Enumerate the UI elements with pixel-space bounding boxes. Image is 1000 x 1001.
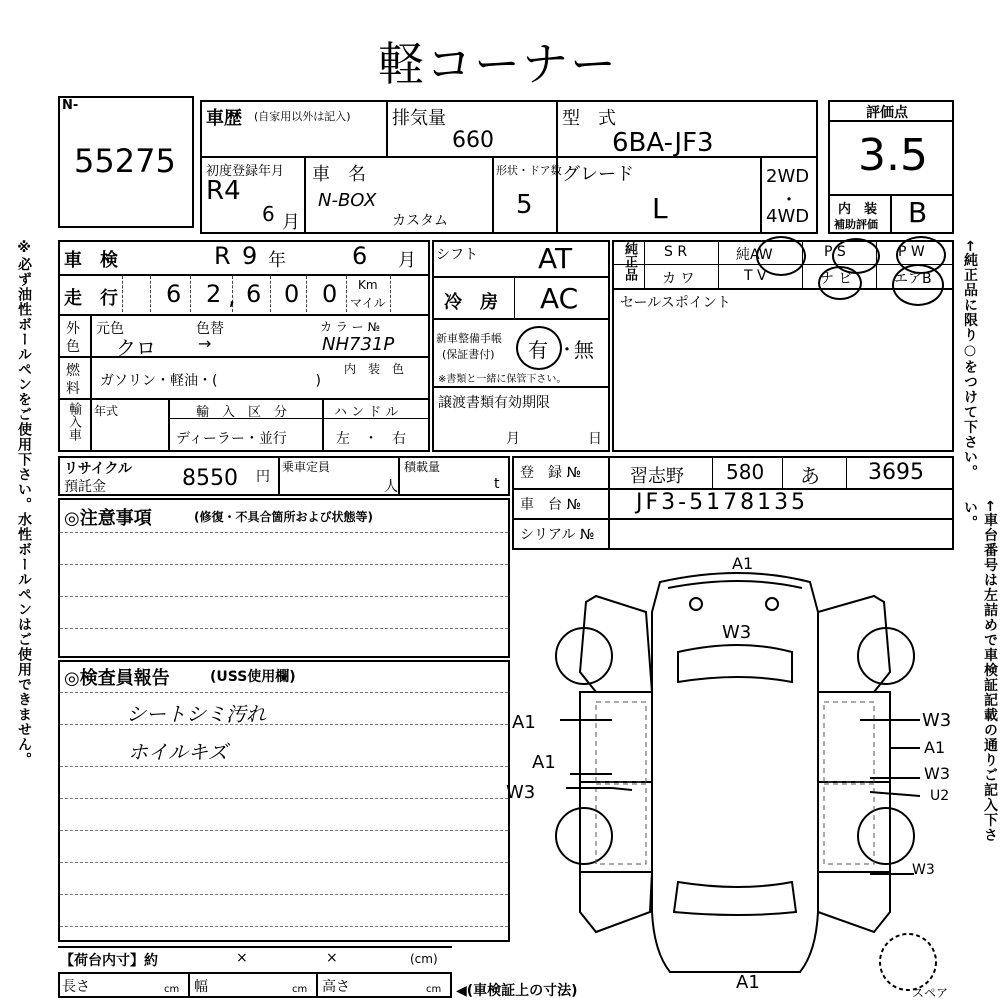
lot-number: 55275 [74,142,176,180]
dims-height: 高さ [322,979,350,995]
handle-label: ハ ン ド ル [334,405,399,420]
inspection-year: 9 [242,242,258,270]
manual-yes-circle [516,326,562,370]
dims-length-cm: cm [164,984,180,995]
circle-navi [818,266,862,300]
genuine-pw: P W [898,244,925,260]
registration-number: 3695 [868,460,924,485]
interior-color-label: 内 装 色 [344,362,405,376]
mileage-comma: , [228,282,236,310]
inspector-note-1: シートシミ汚れ [126,702,266,726]
genuine-ps: P S [824,244,846,260]
import-year-label: 年式 [94,404,119,418]
registration-label: 登 録 № [520,465,582,481]
diag-left-3: W3 [506,782,536,803]
genuine-airbag: エアB [894,271,932,287]
car-diagram [500,552,960,998]
recycle-label-1: リサイクル [64,461,133,477]
diag-right-3: W3 [924,764,950,783]
diag-hood-label: W3 [722,622,752,643]
manual-no: 無 [574,338,594,362]
displacement-value: 660 [452,128,494,153]
mileage-digit-5: 0 [322,280,338,308]
import-cat-value: ディーラー・並行 [176,431,287,447]
car-name-value: N-BOX [318,190,377,211]
lot-prefix: N- [62,98,79,113]
diag-right-4: U2 [930,788,950,804]
mileage-digit-3: 6 [246,280,262,308]
transfer-day: 日 [588,431,602,447]
inspection-year-unit: 年 [268,250,286,271]
fuel-value: ガソリン・軽油・( ) [100,373,321,389]
diag-right-5: W3 [912,862,935,878]
displacement-label: 排気量 [392,108,446,129]
car-name-label: 車 名 [312,164,366,185]
inspector-note: (USS使用欄) [210,669,296,685]
grade-label: グレード [562,164,634,185]
score-value: 3.5 [858,130,928,181]
chassis-value: JF3-5178135 [636,490,809,515]
doors-label: 形状・ドア数 [496,164,562,177]
registration-class: 580 [726,460,765,484]
grade-value: L [652,192,668,225]
interior-label-2: 補助評価 [834,218,878,231]
color-arrow: → [198,334,212,353]
chassis-label: 車 台 № [520,497,582,513]
inspection-label: 車 検 [64,250,118,271]
mileage-digit-4: 0 [284,280,300,308]
model-value: 6BA-JF3 [612,128,714,158]
cargo-x2: × [326,950,338,966]
model-label: 型 式 [562,108,616,129]
drive-4wd: 4WD [766,206,810,227]
registration-kana: あ [800,464,820,488]
diag-left-2: A1 [532,752,556,773]
manual-label-2: (保証書付) [442,348,495,361]
transfer-month: 月 [506,431,520,447]
mileage-label: 走 行 [64,288,118,309]
cargo-unit: (cm) [410,952,438,966]
score-label: 評価点 [866,105,908,121]
manual-dot: ・ [558,340,576,361]
recycle-unit: 円 [256,469,270,485]
dims-height-cm: cm [426,984,442,995]
inspection-month-unit: 月 [398,250,416,271]
inspection-era: R [214,242,231,270]
first-reg-month: 6 [262,202,275,226]
mileage-digit-2: 2 [206,280,222,308]
color-no-value: NH731P [322,334,395,355]
registration-region: 習志野 [630,466,684,487]
diag-left-1: A1 [512,712,536,733]
caution-title: ◎注意事項 [64,508,152,529]
history-note: (自家用以外は記入) [254,110,351,123]
color-change-label: 色替 [196,321,224,337]
interior-label-1: 内 装 [838,202,878,217]
shift-value: AT [538,242,573,275]
doors-value: 5 [516,190,533,220]
first-reg-era: R4 [206,176,241,206]
color-no-label: カ ラ ー № [320,320,380,334]
first-reg-month-unit: 月 [282,212,300,233]
interior-value: B [908,196,928,229]
car-name-sub: カスタム [392,213,448,229]
sales-point-label: セールスポイント [620,295,731,311]
aircon-label: 冷 房 [444,292,498,313]
recycle-label-2: 預託金 [64,479,106,495]
dims-width: 幅 [194,979,208,995]
manual-note: ※書類と一緒に保管下さい。 [438,374,567,385]
import-cat-label: 輸 入 区 分 [196,405,288,420]
inspection-month: 6 [352,242,368,270]
orig-color-label: 元色 [96,321,124,337]
fuel-label-1: 燃 [66,363,80,379]
genuine-label: 純正品 [622,242,637,281]
drive-2wd: 2WD [766,166,810,187]
genuine-tv: T V [744,268,767,284]
serial-label: シリアル № [520,527,595,543]
fuel-label-2: 料 [66,381,80,397]
side-note-left: ※必ず油性ボールペンをご使用下さい。水性ボールペンはご使用できません。 [16,240,32,767]
ext-color-label-1: 外 [66,321,80,337]
mileage-digit-1: 6 [166,280,182,308]
genuine-aw: 純AW [736,247,773,263]
caution-note: (修復・不具合箇所および状態等) [194,510,373,524]
handle-value: 左 ・ 右 [336,431,406,447]
genuine-sr: S R [664,244,688,260]
history-label: 車歴 [206,108,242,129]
side-note-right-1: ←純正品に限り○をつけて下さい。 [962,240,978,480]
diag-spare-label: スペア [912,986,949,1000]
import-label: 輸入車 [66,402,81,441]
diag-rear-label: A1 [736,972,760,993]
orig-color-value: クロ [116,336,156,360]
recycle-value: 8550 [182,466,238,491]
side-note-right-2: ←車台番号は左詰めで車検証記載の通りご記入下さい。 [962,500,998,843]
cargo-x1: × [236,950,248,966]
inspector-title: ◎検査員報告 [64,668,170,689]
mileage-unit-mile: マイル [350,296,386,310]
load-unit: t [494,476,500,492]
genuine-kawa: カ ワ [662,271,695,287]
aircon-value: AC [540,282,579,315]
mileage-unit-km: Km [358,278,378,292]
drive-dot: ・ [780,190,798,211]
page-title: 軽コーナー [378,37,618,91]
circle-aw [756,236,806,276]
inspector-note-2: ホイルキズ [128,740,228,764]
diag-front-label: A1 [732,554,754,573]
diag-right-2: A1 [924,738,946,757]
diag-right-1: W3 [922,710,952,731]
dims-length: 長さ [62,979,90,995]
dims-row [58,972,452,998]
ext-color-label-2: 色 [66,339,80,355]
first-reg-label: 初度登録年月 [206,164,285,179]
capacity-unit: 人 [384,479,398,495]
lot-box [58,96,194,228]
manual-label-1: 新車整備手帳 [436,332,502,345]
transfer-label: 譲渡書類有効期限 [438,395,550,411]
manual-yes: 有 [528,338,548,362]
capacity-label: 乗車定員 [282,460,331,474]
dims-width-cm: cm [292,984,308,995]
dims-note: ◀(車検証上の寸法) [456,983,578,999]
circle-airbag [892,264,944,306]
genuine-navi: ナ ビ [820,271,853,287]
cargo-title: 【荷台内寸】約 [60,953,158,969]
load-label: 積載量 [404,460,441,474]
shift-label: シフト [436,247,478,263]
